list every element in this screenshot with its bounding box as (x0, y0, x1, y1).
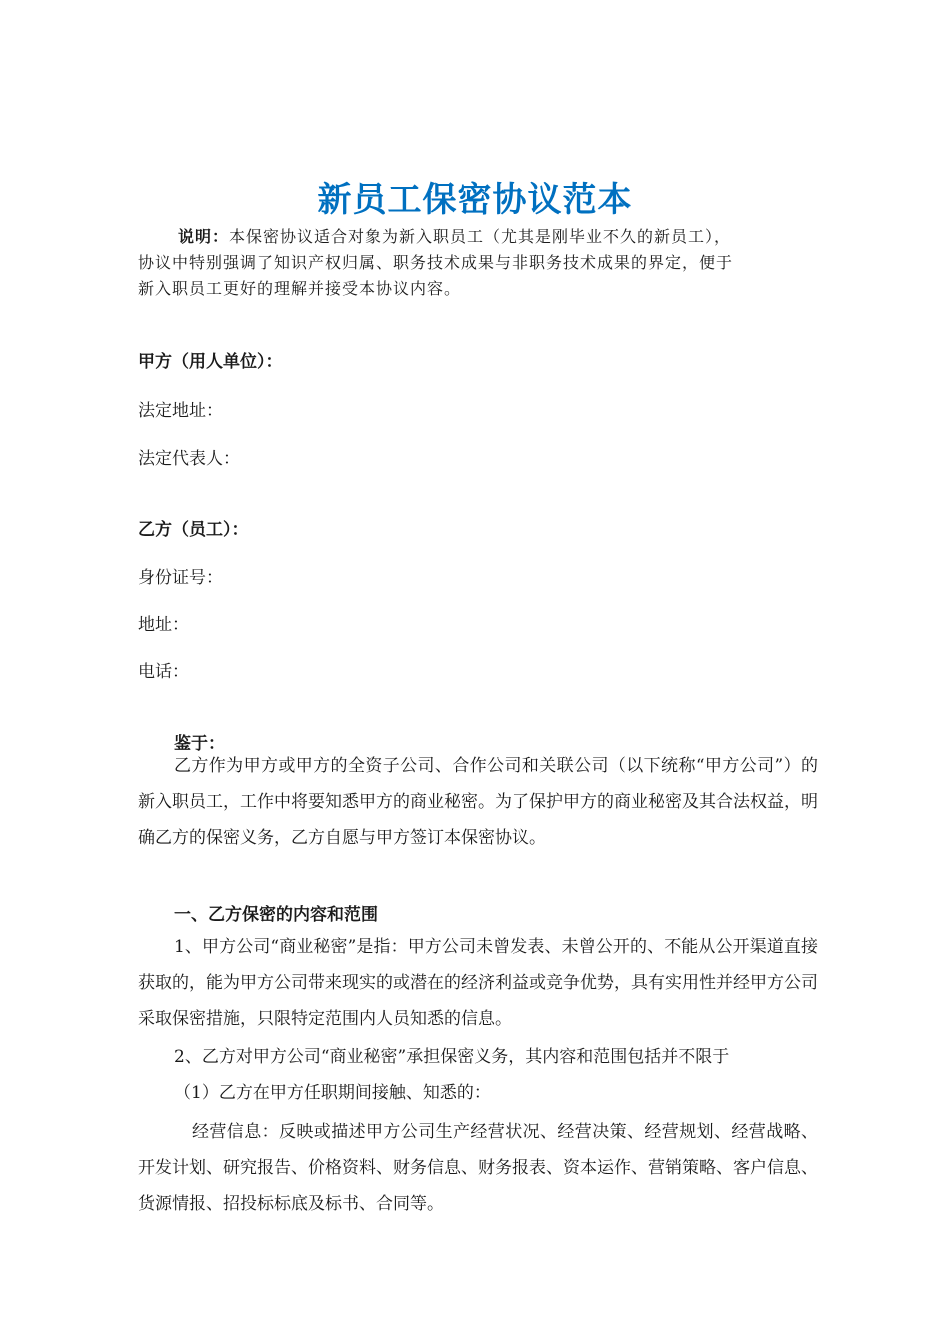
section-1-item-1: 1、甲方公司“商业秘密”是指：甲方公司未曾发表、未曾公开的、不能从公开渠道直接获取的，能为甲方公司带来现实的或潜在的经济利益或竞争优势，具有实用性并经甲方公司采取保密措施，只限特定范围内人员知悉的信息。 (138, 937, 818, 1029)
party-b-heading: 乙方（员工）： (138, 520, 249, 540)
description-note (138, 224, 818, 302)
section-1-item-2: 2、乙方对甲方公司“商业秘密”承担保密义务，其内容和范围包括并不限于 (174, 1047, 730, 1067)
note-lead: 说明： (178, 227, 230, 246)
party-b-phone: 电话： (138, 662, 189, 682)
document-title: 新员工保密协议范本 (317, 180, 633, 220)
party-a-representative: 法定代表人： (138, 449, 240, 469)
business-info-paragraph: 经营信息：反映或描述甲方公司生产经营状况、经营决策、经营规划、经营战略、开发计划、研究报告、价格资料、财务信息、财务报表、资本运作、营销策略、客户信息、货源情报、招投标标底及标书、合同等。 (138, 1122, 818, 1214)
party-a-address: 法定地址： (138, 401, 223, 421)
note-text: 本保密协议适合对象为新入职员工（尤其是刚毕业不久的新员工）， (229, 227, 732, 246)
party-b-address: 地址： (138, 615, 189, 635)
note-line-2: 协议中特别强调了知识产权归属、职务技术成果与非职务技术成果的界定，便于 (138, 253, 734, 272)
note-line-3: 新入职员工更好的理解并接受本协议内容。 (138, 279, 462, 298)
section-1-heading: 一、乙方保密的内容和范围 (174, 905, 378, 925)
whereas-heading: 鉴于： (174, 734, 225, 754)
section-1-item-2-1: （1）乙方在甲方任职期间接触、知悉的： (174, 1083, 491, 1103)
party-a-heading: 甲方（用人单位）： (138, 352, 283, 372)
party-b-id-number: 身份证号： (138, 568, 223, 588)
whereas-paragraph: 乙方作为甲方或甲方的全资子公司、合作公司和关联公司（以下统称“甲方公司”）的新入职员工，工作中将要知悉甲方的商业秘密。为了保护甲方的商业秘密及其合法权益，明确乙方的保密义务，乙方自愿与甲方签订本保密协议。 (138, 756, 818, 848)
